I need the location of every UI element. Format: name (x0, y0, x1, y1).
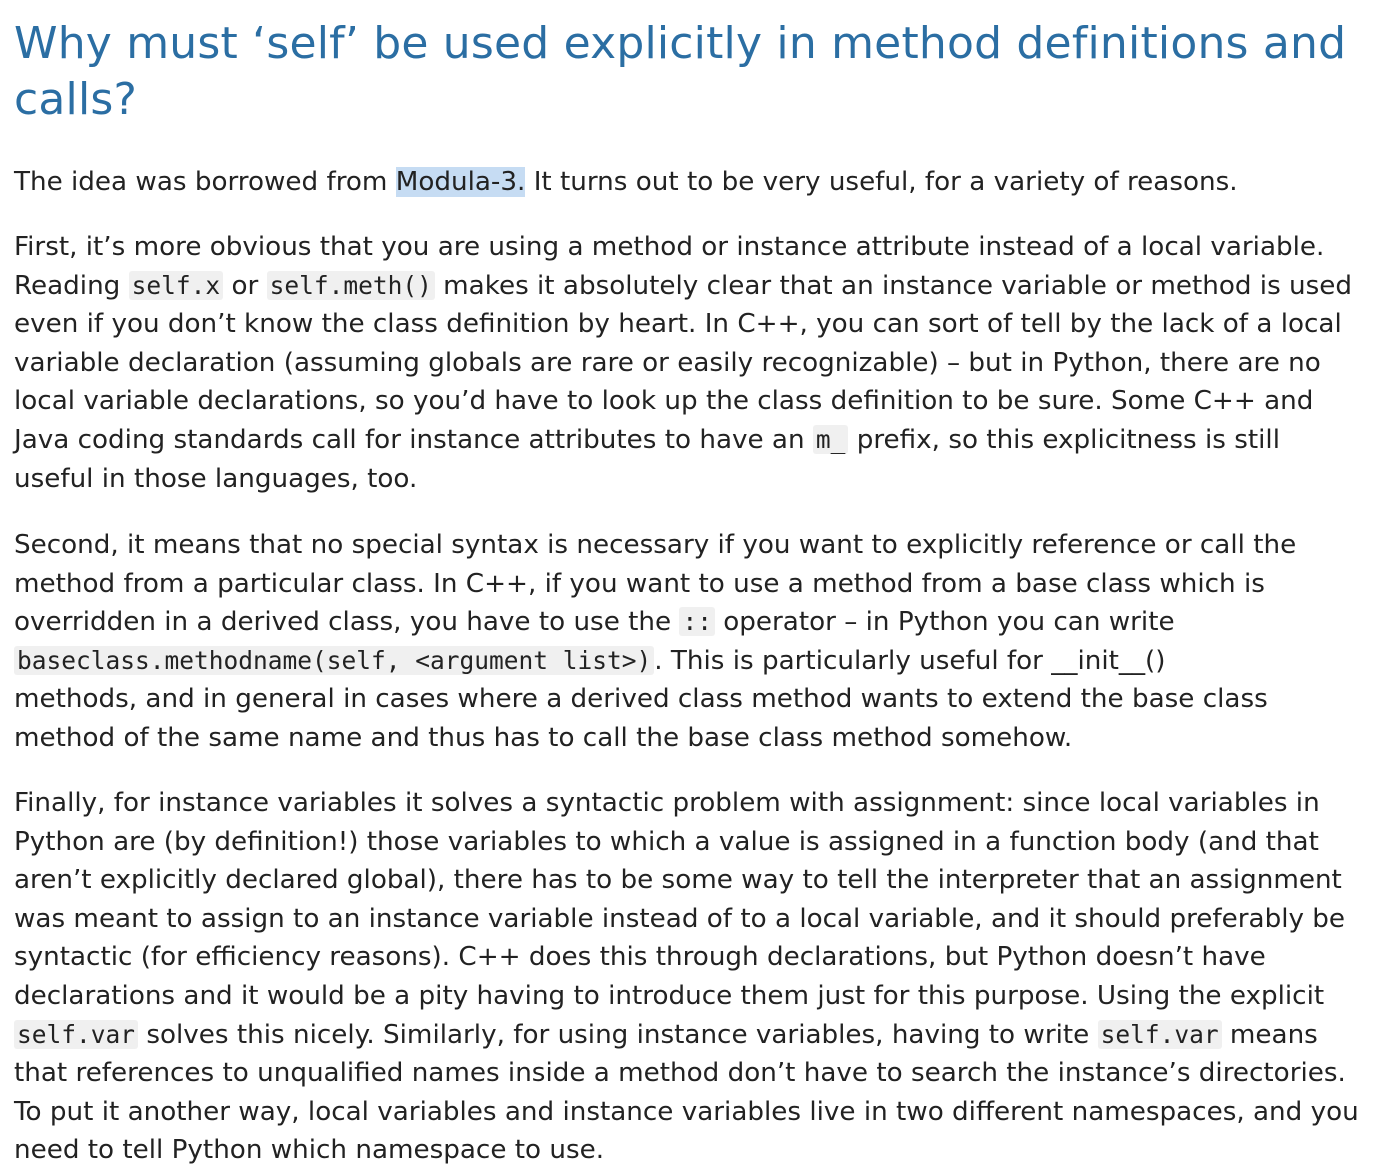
text: Java coding standards call for instance attributes to have an (14, 424, 813, 455)
text-line: even if you don’t know the class definition by heart. In C++, you can sort of tell by the lack of a local (14, 309, 1342, 340)
text-line: need to tell Python which namespace to use. (14, 1135, 605, 1166)
inline-code: m_ (813, 425, 849, 454)
text-line: Python are (by definition!) those variables to which a value is assigned in a function body (and that (14, 826, 1319, 857)
text-line (14, 642, 1296, 681)
text-line: aren’t explicitly declared global), there has to be some way to tell the interpreter that an assignment (14, 865, 1342, 896)
text-line: To put it another way, local variables and instance variables live in two different namespaces, and you (14, 1096, 1359, 1127)
text-line: that references to unqualified names inside a method don’t have to search the instance’s directories. (14, 1058, 1346, 1089)
modula-3-link[interactable]: Modula-3. (395, 167, 526, 197)
inline-code: self.meth() (267, 271, 435, 300)
paragraph-second-reason (14, 526, 1296, 758)
text-line: local variable declarations, so you’d have to look up the class definition to be sure. Some C++ and (14, 386, 1314, 417)
text: operator – in Python you can write (714, 607, 1175, 638)
text: solves this nicely. Similarly, for using instance variables, having to write (138, 1019, 1098, 1050)
text: overridden in a derived class, you have to use the (14, 607, 680, 638)
page-title: Why must ‘self’ be used explicitly in method definitions and calls? (14, 18, 1347, 125)
inline-code: self.x (129, 271, 224, 300)
text-line: variable declaration (assuming globals are rare or easily recognizable) – but in Python, there are no (14, 347, 1321, 378)
text: or (223, 270, 267, 301)
paragraph-final-reason (14, 784, 1359, 1170)
text-line (14, 603, 1296, 642)
inline-code: :: (679, 607, 715, 636)
text: makes it absolutely clear that an instance variable or method is used (434, 270, 1353, 301)
text-line: useful in those languages, too. (14, 463, 418, 494)
text: It turns out to be very useful, for a variety of reasons. (525, 167, 1238, 197)
text-line: methods, and in general in cases where a derived class method wants to extend the base class (14, 684, 1268, 715)
text: Reading (14, 270, 129, 301)
text-line (14, 1016, 1359, 1055)
text: The idea was borrowed from (14, 167, 396, 197)
inline-code: self.var (14, 1020, 138, 1049)
text-line: syntactic (for efficiency reasons). C++ does this through declarations, but Python doesn’t have (14, 942, 1266, 973)
text: means (1221, 1019, 1318, 1050)
paragraph-intro (14, 163, 1238, 202)
text-line: declarations and it would be a pity having to introduce them just for this purpose. Using the explicit (14, 980, 1325, 1011)
faq-page (14, 0, 1386, 1166)
text: prefix, so this explicitness is still (848, 424, 1280, 455)
text-line (14, 267, 1352, 306)
text: . This is particularly useful for __init__() (654, 645, 1166, 676)
text-line: First, it’s more obvious that you are using a method or instance attribute instead of a local variable. (14, 232, 1325, 262)
inline-code: self.var (1098, 1020, 1222, 1049)
paragraph-first-reason (14, 228, 1352, 498)
text-line: Finally, for instance variables it solves a syntactic problem with assignment: since local variables in (14, 788, 1320, 818)
text-line (14, 421, 1352, 460)
text-line: Second, it means that no special syntax is necessary if you want to explicitly reference or call the (14, 530, 1297, 560)
text-line: method from a particular class. In C++, if you want to use a method from a base class which is (14, 568, 1265, 599)
text-line: was meant to assign to an instance variable instead of to a local variable, and it should preferably be (14, 903, 1346, 934)
text-line: method of the same name and thus has to call the base class method somehow. (14, 722, 1073, 753)
inline-code: baseclass.methodname(self, <argument list>) (14, 646, 654, 675)
